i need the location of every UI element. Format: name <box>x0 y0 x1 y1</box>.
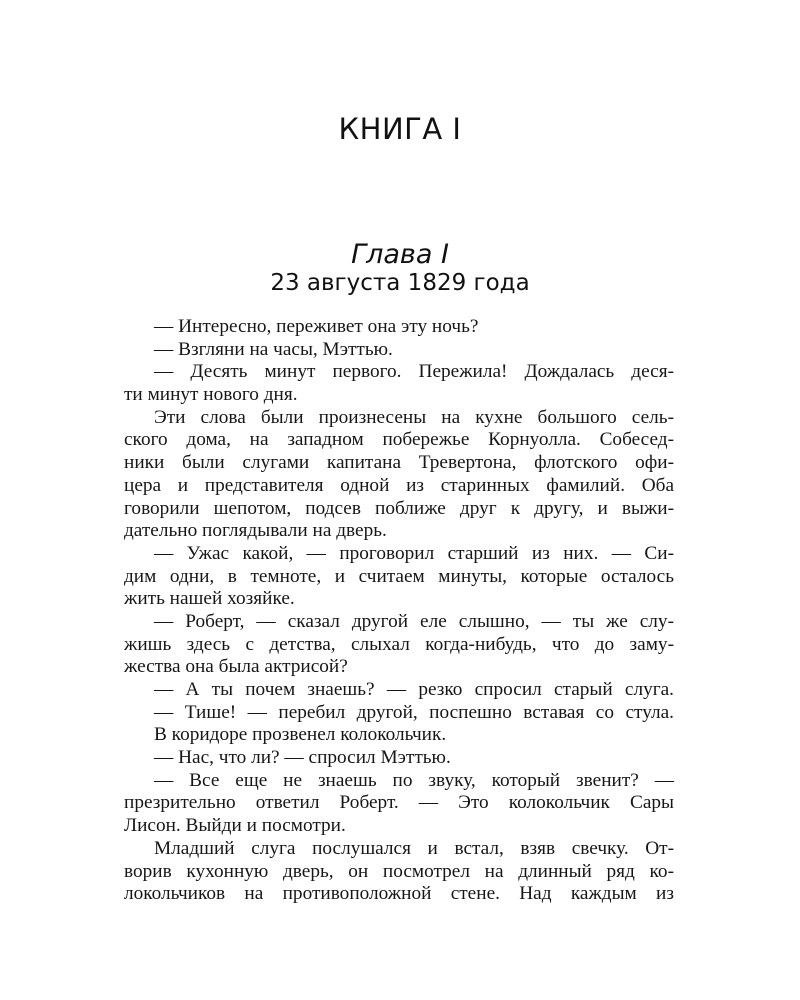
text-line: локольчиков на противоположной стене. Над каждым из <box>124 883 674 905</box>
text-line: — А ты почем знаешь? — резко спросил старый слуга. <box>154 679 674 700</box>
chapter-body-text <box>124 316 674 906</box>
text-line: ники были слугами капитана Тревертона, флотского офи- <box>124 452 674 474</box>
chapter-label: Глава I <box>351 239 449 270</box>
text-line: дим одни, в темноте, и считаем минуты, которые осталось <box>124 565 674 587</box>
text-line: дательно поглядывали на дверь. <box>124 520 387 542</box>
text-line: — Тише! — перебил другой, поспешно вставая со стула. <box>154 701 674 723</box>
text-line: ского дома, на западном побережье Корнуолла. Собесед- <box>124 429 674 451</box>
text-line: В коридоре прозвенел колокольчик. <box>154 724 447 746</box>
text-line: — Роберт, — сказал другой еле слышно, — ты же слу- <box>154 610 674 632</box>
text-line: презрительно ответил Роберт. — Это колокольчик Сары <box>124 792 674 814</box>
text-line: цера и представителя одной из старинных фамилий. Оба <box>124 474 674 496</box>
chapter-date: 23 августа 1829 года <box>270 270 530 296</box>
book-title: КНИГА I <box>338 112 462 146</box>
text-line: ворив кухонную дверь, он посмотрел на длинный ряд ко- <box>124 860 674 882</box>
text-line: говорили шепотом, подсев поближе друг к другу, и выжи- <box>124 497 674 519</box>
text-line: — Ужас какой, — проговорил старший из них. — Си- <box>154 542 674 564</box>
text-line: Лисон. Выйди и посмотри. <box>124 815 346 837</box>
text-line: ти минут нового дня. <box>124 384 298 406</box>
text-line: Эти слова были произнесены на кухне большого сель- <box>154 406 674 428</box>
text-line: Младший слуга послушался и встал, взяв свечку. От- <box>154 837 674 859</box>
text-line: жить нашей хозяйке. <box>124 588 295 610</box>
text-line: — Все еще не знаешь по звуку, который звенит? — <box>154 769 674 791</box>
text-line: — Интересно, переживет она эту ночь? <box>154 316 479 337</box>
text-line: — Десять минут первого. Пережила! Дождалась деся- <box>154 361 674 383</box>
text-line: жества она была актрисой? <box>124 656 348 678</box>
text-line: — Взгляни на часы, Мэттью. <box>154 338 393 360</box>
text-line: жишь здесь с детства, слыхал когда-нибудь, что до заму- <box>124 633 674 655</box>
text-line: — Нас, что ли? — спросил Мэттью. <box>154 747 451 769</box>
